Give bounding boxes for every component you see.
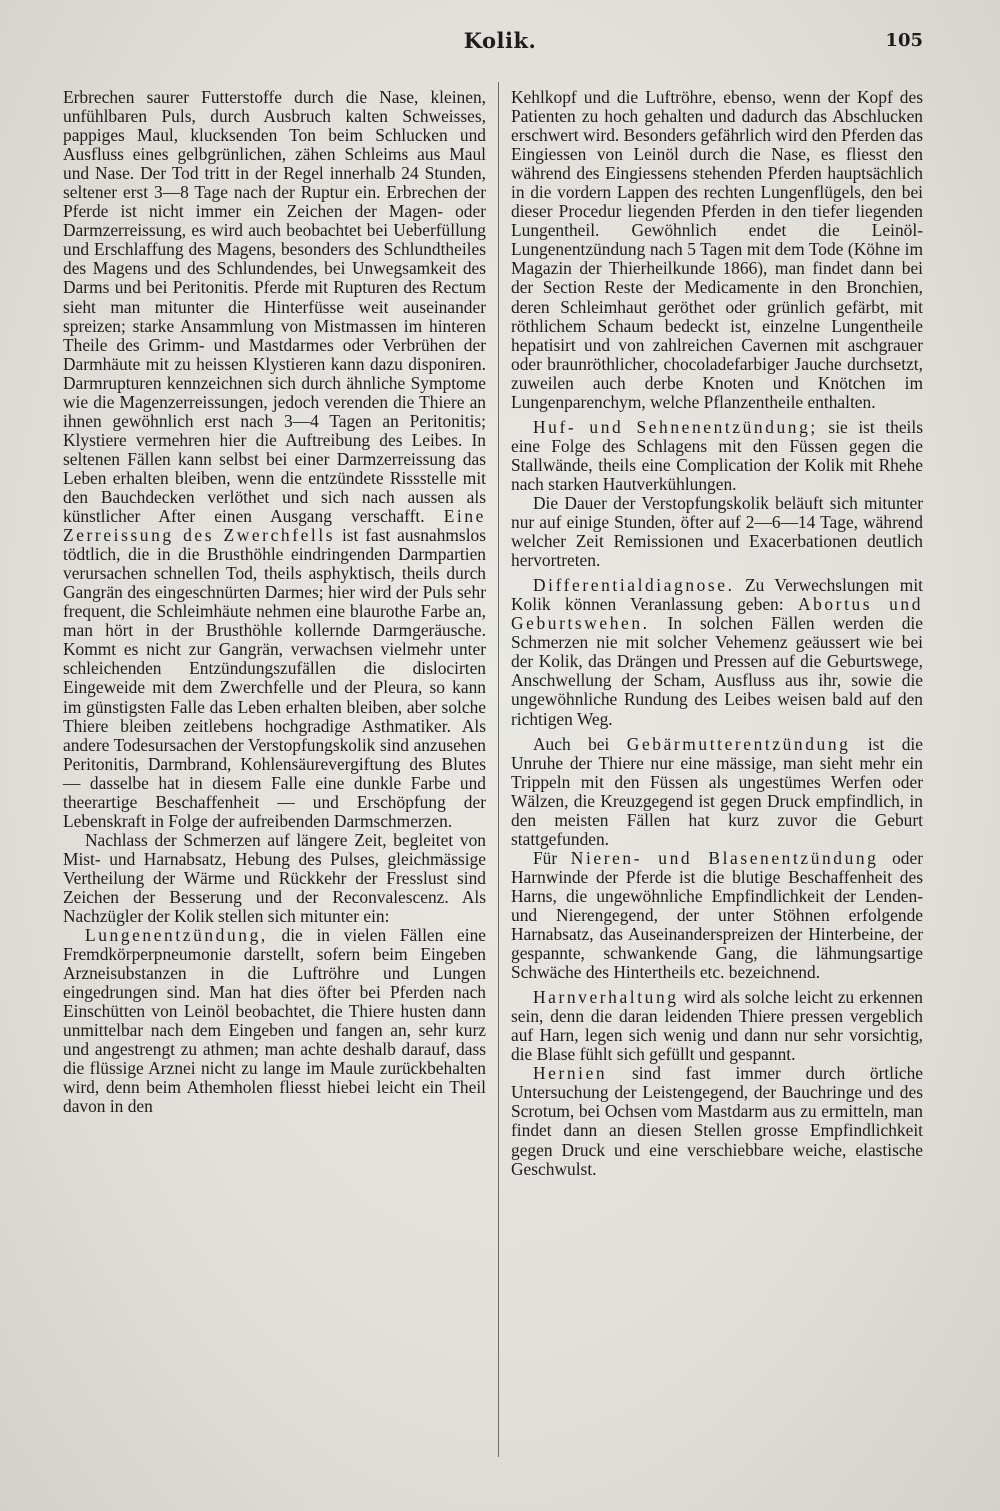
paragraph-rupture-symptoms <box>63 88 486 831</box>
paragraph-text: Erbrechen saurer Futterstoffe durch die Nase, kleinen, unfühlbaren Puls, durch Ausbruch kalten Schweisses, pappiges Maul, klucksenden Ton beim Schlucken und Ausfluss eines gelbgrünlichen, zähen Schleims aus Maul und Nase. Der Tod tritt in der Regel innerhalb 24 Stunden, seltener erst 3—8 Tage nach der Ruptur ein. Erbrechen der Pferde ist nicht immer ein Zeichen der Magen- oder Darmzerreissung, es wird auch beobachtet bei Ueberfüllung und Erschlaffung des Magens, besonders des Schlundtheiles des Magens und des Schlundendes, bei Unwegsamkeit des Darms und bei Peritonitis. Pferde mit Rupturen des Rectum sieht man mitunter die Hinterfüsse weit auseinander spreizen; starke Ansammlung von Mistmassen im hinteren Theile des Grimm- und Mastdarmes oder Verbrühen der Darmhäute mit zu heissen Klystieren kann dazu disponiren. Darmrupturen kennzeichnen sich durch ähnliche Symptome wie die Magenzerreissungen, jedoch verenden die Thiere an ihnen gewöhnlich erst nach 3—4 Tagen an Peritonitis; Klystiere vermehren hier die Auftreibung des Leibes. In seltenen Fällen kann selbst bei einer Darmzerreissung das Leben erhalten bleiben, wenn die entzündete Rissstelle mit den Bauchdecken verlöthet und sich nach aussen als künstlicher After einen Ausgang verschafft. <box>63 87 486 527</box>
term-differentialdiagnose: Differentialdiagnose. <box>533 575 735 596</box>
paragraph-differentialdiagnose <box>511 576 923 728</box>
paragraph-gebaermutter <box>511 735 923 849</box>
page-number: 105 <box>885 30 923 51</box>
paragraph-text: ist die Unruhe der Thiere nur eine mässige, man sieht mehr ein Trippeln mit den Füssen als ungestümes Werfen oder Wälzen, die Kreuzgegend ist gegen Druck empfindlich, in den meisten Fällen hat kurz zuvor die Geburt stattgefunden. <box>511 733 923 849</box>
paragraph-text: In solchen Fällen werden die Schmerzen nie mit solcher Vehemenz geäussert wie bei der Kolik, das Drängen und Pressen auf die Geburtswege, Anschwellung der Scham, Ausfluss aus ihr, sowie die ungewöhnliche Rundung des Leibes weisen bald auf den richtigen Weg. <box>511 613 923 729</box>
paragraph-hernien <box>511 1064 923 1178</box>
paragraph-text: Zu Verwechslungen mit Kolik können Veranlassung geben: <box>511 575 923 615</box>
term-abortus: Abortus und Geburtswehen. <box>511 594 923 634</box>
paragraph-text: sie ist theils eine Folge des Schlagens mit den Füssen gegen die Stallwände, theils eine Complication der Kolik mit Rhehe nach starken Hautverkühlungen. <box>511 416 923 494</box>
paragraph-text: die in vielen Fällen eine Fremdkörperpneumonie darstellt, sofern beim Eingeben Arzneisubstanzen in die Luftröhre und Lungen eingedrungen sind. Man hat dies öfter bei Pferden nach Einschütten von Leinöl beobachtet, die Thiere husten dann unmittelbar nach dem Eingeben und fangen an, sehr kurz und angestrengt zu athmen; man achte deshalb darauf, dass die flüssige Arznei nicht zu lange im Maule zurückbehalten wird, denn beim Athemholen fliesst hiebei leicht ein Theil davon in den <box>63 925 486 1117</box>
term-harnverhaltung: Harnverhaltung <box>533 987 679 1008</box>
page-header <box>0 28 1000 58</box>
term-lungenentzuendung: Lungenentzündung, <box>85 925 268 946</box>
paragraph-text: Für <box>533 847 558 868</box>
paragraph-text: ist fast ausnahmslos tödtlich, die in die Brusthöhle eindringenden Darmpartien verursachen schnellen Tod, theils asphyktisch, theils durch Gangrän des eingeschnürten Darmes; hier wird der Puls sehr frequent, die Schleimhäute nehmen eine blaurothe Farbe an, man hört in der Brusthöhle kollernde Darmgeräusche. Kommt es nicht zur Gangrän, verwachsen vielmehr unter schleichenden Entzündungszufällen die dislocirten Eingeweide mit dem Zwerchfelle und der Pleura, so kann im günstigsten Falle das Leben erhalten bleiben, aber solche Thiere bleiben zeitlebens hochgradige Asthmatiker. Als andere Todesursachen der Verstopfungskolik sind anzusehen Peritonitis, Darmbrand, Kohlensäurevergiftung des Blutes — dasselbe hat in diesem Falle eine dunkle Farbe und theerartige Beschaffenheit — und Erschöpfung der Lebenskraft in Folge der aufreibenden Darmschmerzen. <box>63 525 486 831</box>
term-huf-sehnenentzuendung: Huf- und Sehnenentzündung; <box>533 416 818 437</box>
paragraph-nieren-blasen <box>511 849 923 982</box>
paragraph-text: Die Dauer der Verstopfungskolik beläuft sich mitunter nur auf einige Stunden, öfter auf 2—6—14 Tage, während welcher Zeit Remissionen und Exacerbationen deutlich hervortreten. <box>511 492 923 571</box>
left-column <box>63 88 486 1117</box>
paragraph-text: Kehlkopf und die Luftröhre, ebenso, wenn der Kopf des Patienten zu hoch gehalten und dadurch das Abschlucken erschwert wird. Besonders gefährlich wird den Pferden das Eingiessen von Leinöl durch die Nase, es fliesst den während des Eingiessens stehenden Pferden hauptsächlich in die vordern Lappen des rechten Lungenflügels, den bei dieser Procedur liegenden Pferden in den tiefer liegenden Lungentheil. Gewöhnlich endet die Leinöl-Lungenentzündung nach 5 Tagen mit dem Tode (Köhne im Magazin der Thierheilkunde 1866), man findet dann bei der Section Reste der Medicamente in den Bronchien, deren Schleimhaut geröthet oder grünlich gefärbt, mit röthlichem Schaum bedeckt ist, einzelne Lungentheile hepatisirt und von zahlreichen Cavernen mit aschgrauer oder braunröthlicher, chocoladefarbiger Jauche durchsetzt, zuweilen auch derbe Knoten und Knötchen im Lungenparenchym, welche Pflanzentheile enthalten. <box>511 87 923 412</box>
term-zwerchfell: Eine Zerreissung des Zwerchfells <box>63 506 486 546</box>
column-divider <box>498 82 499 1457</box>
term-hernien: Hernien <box>533 1063 608 1084</box>
paragraph-harnverhaltung <box>511 988 923 1064</box>
paragraph-text: wird als solche leicht zu erkennen sein, denn die daran leidenden Thiere pressen vergeblich auf Harn, legen sich wenig und dann nur sehr vorsichtig, die Blase fühlt sich gefüllt und gespannt. <box>511 987 923 1065</box>
paragraph-lung-continuation <box>511 88 923 412</box>
paragraph-recovery <box>63 831 486 926</box>
paragraph-huf-sehnen <box>511 418 923 494</box>
term-gebaermutterentzuendung: Gebärmutterentzündung <box>626 733 851 754</box>
right-column <box>511 88 923 1179</box>
running-title: Kolik. <box>463 28 537 53</box>
paragraph-dauer <box>511 494 923 570</box>
term-nieren-blasenentzuendung: Nieren- und Blasenentzündung <box>570 847 879 868</box>
paragraph-lungenentzuendung <box>63 926 486 1116</box>
paragraph-text: Nachlass der Schmerzen auf längere Zeit, begleitet von Mist- und Harnabsatz, Hebung des Pulses, gleichmässige Vertheilung der Wärme und Rückkehr der Fresslust sind Zeichen der Besserung und der Reconvalescenz. Als Nachzügler der Kolik stellen sich mitunter ein: <box>63 829 486 927</box>
paragraph-text: Auch bei <box>533 733 610 754</box>
paragraph-text: oder Harnwinde der Pferde ist die blutige Beschaffenheit des Harns, die ungewöhnliche Empfindlichkeit der Lenden- und Nierengegend, der unter Stöhnen erfolgende Harnabsatz, das Auseinanderspreizen der Hinterbeine, der gespannte, schwankende Gang, die lähmungsartige Schwäche des Hintertheils etc. bezeichnend. <box>511 847 923 983</box>
paragraph-text: sind fast immer durch örtliche Untersuchung der Leistengegend, der Bauchringe und des Scrotum, bei Ochsen vom Mastdarm aus zu ermitteln, man findet dann an diesen Stellen grosse Empfindlichkeit gegen Druck und eine verschiebbare weiche, elastische Geschwulst. <box>511 1063 923 1179</box>
